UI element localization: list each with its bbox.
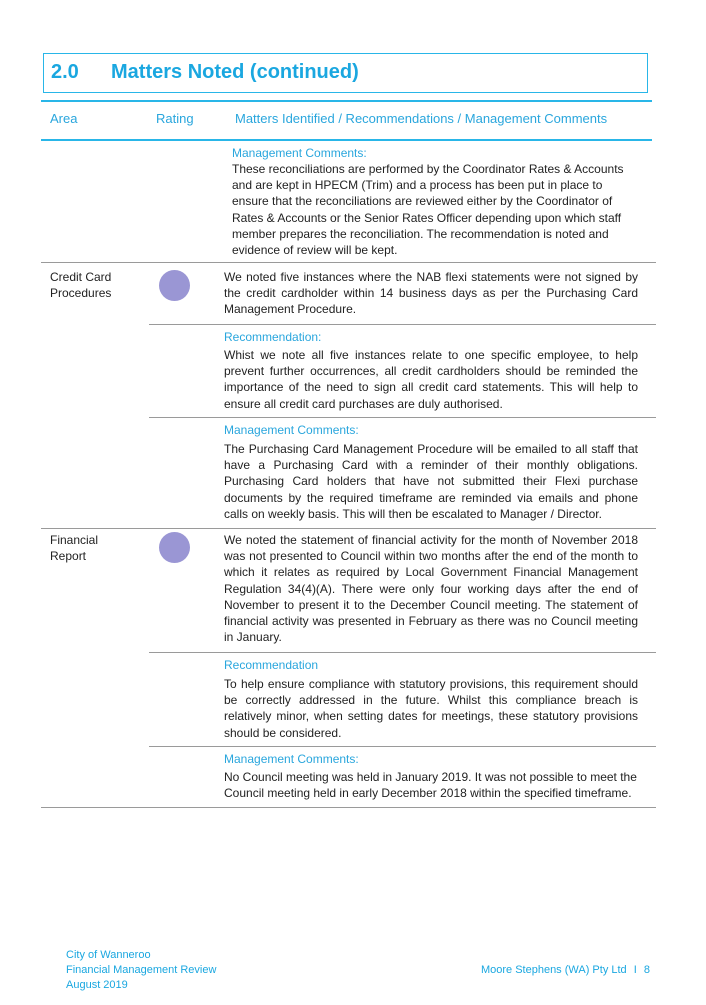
row2-mgmt-label: Management Comments: <box>224 752 359 766</box>
header-rule-top <box>41 100 652 102</box>
rating-indicator <box>159 532 190 563</box>
column-header-matters: Matters Identified / Recommendations / Management Comments <box>235 111 608 126</box>
row2-area <box>50 532 140 564</box>
footer-date: August 2019 <box>66 979 128 991</box>
row1-area-line2: Procedures <box>50 286 112 301</box>
footer-page-number: 8 <box>643 964 650 976</box>
row2-rec-label: Recommendation <box>224 658 319 672</box>
footer-separator: I <box>633 964 637 976</box>
row1-rec-text: Whist we note all five instances relate to one specific employee, to help prevent further occurrences, all credit cardholders should be reminded the importance of the need to sign all credit card statements. This will help to ensure all credit card purchases are duly authorised. <box>224 348 638 411</box>
footer-report: Financial Management Review <box>66 964 217 976</box>
subrow-divider <box>149 324 656 325</box>
footer-org: City of Wanneroo <box>66 949 151 961</box>
row1-area <box>50 269 140 301</box>
row2-area-line1: Financial <box>50 533 99 547</box>
row0-mgmt-label: Management Comments: <box>232 146 367 160</box>
section-title: Matters Noted (continued) <box>111 61 359 83</box>
subrow-divider <box>149 652 656 653</box>
column-header-rating: Rating <box>156 111 194 126</box>
row1-area-line1: Credit Card <box>50 270 112 284</box>
row-divider <box>41 528 656 529</box>
section-number: 2.0 <box>51 61 79 83</box>
row2-finding: We noted the statement of financial activity for the month of November 2018 was not presented to Council within two months after the end of the month to which it relates as required by Local Government Financial Management Regulation 34(4)(A). There were only four working days after the end of November to present it to the December Council meeting. The statement of financial activity was presented in February as there was no Council meeting in January. <box>224 533 638 645</box>
row2-mgmt-text: No Council meeting was held in January 2019. It was not possible to meet the Council meeting held in early December 2018 within the specified timeframe. <box>224 770 637 801</box>
header-rule-bottom <box>41 139 652 141</box>
row2-area-line2: Report <box>50 549 87 564</box>
row1-rec-label: Recommendation: <box>224 330 322 344</box>
row0-mgmt-text: These reconciliations are performed by the Coordinator Rates & Accounts and are kept in HPECM (Trim) and a process has been put in place to ensure that the reconciliations are reviewed either by the Coordinator of Rates & Accounts or the Senior Rates Officer depending upon which staff member prepares the reconciliation. The recommendation is noted and evidence of review will be kept. <box>232 162 624 258</box>
footer-left <box>66 948 286 993</box>
column-header-area: Area <box>50 111 78 126</box>
row1-mgmt-text: The Purchasing Card Management Procedure will be emailed to all staff that have a Purchasing Card with a reminder of their monthly obligations. Purchasing Card holders that have not submitted their Flexi purchase documents by the required timeframe are reminded via emails and phone calls on weekly basis. This will then be escalated to Manager / Director. <box>224 442 638 521</box>
footer-firm: Moore Stephens (WA) Pty Ltd <box>480 964 627 976</box>
table-bottom-rule <box>41 807 656 808</box>
row-divider <box>41 262 656 263</box>
row1-mgmt-label: Management Comments: <box>224 423 359 437</box>
footer-right <box>481 963 650 978</box>
row2-rec-text: To help ensure compliance with statutory provisions, this requirement should be correctly addressed in the future. Whilst this compliance breach is relatively minor, when setting dates for meetings, these statutory provisions should be considered. <box>224 677 638 740</box>
subrow-divider <box>149 417 656 418</box>
section-heading-box <box>43 53 648 93</box>
rating-indicator <box>159 270 190 301</box>
row1-finding: We noted five instances where the NAB flexi statements were not signed by the credit cardholder within 14 business days as per the Purchasing Card Management Procedure. <box>224 270 638 317</box>
subrow-divider <box>149 746 656 747</box>
